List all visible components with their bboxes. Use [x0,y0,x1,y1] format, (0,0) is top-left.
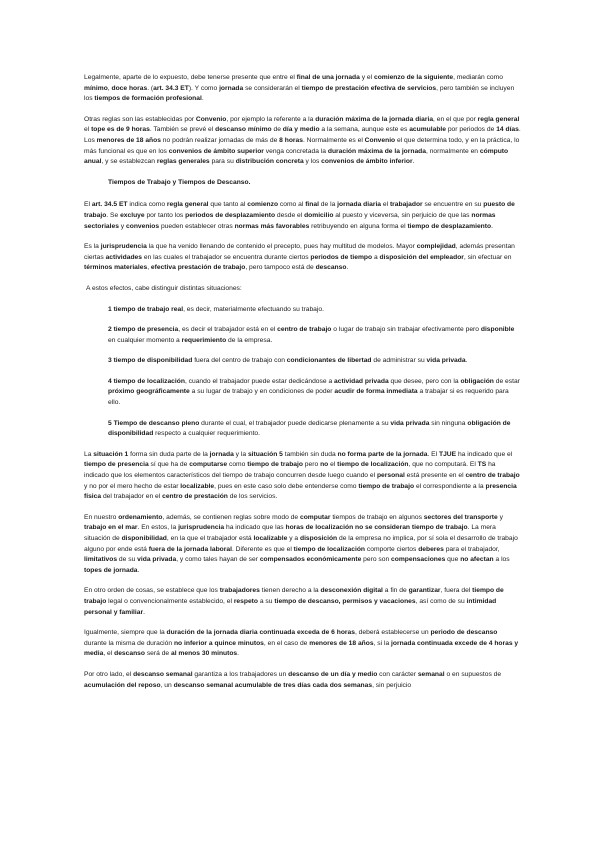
bold-text: computar [299,513,331,521]
bold-text: descanso semanal acumulable de tres días cada dos semanas [173,681,373,689]
body-paragraph [84,586,521,618]
text-run: , en el que por [433,115,478,123]
bold-text: reglas generales [156,158,210,166]
text-run: ha indicado que las [224,524,286,532]
text-run: . Los [84,126,521,144]
text-run: y el [359,74,374,81]
text-run: al puesto y viceversa, sin perjuicio de que las [333,211,472,219]
bold-text: art. 34.3 ET [153,84,189,92]
bold-text: jurisprudencia [178,524,225,532]
text-run: para el trabajador, [443,545,500,553]
bold-text: vida privada [137,556,177,564]
body-paragraph [84,450,521,503]
bold-text: compensados económicamente [259,556,362,564]
text-run: . ( [147,84,154,92]
bold-text: limitativos [84,556,118,564]
text-run: . [412,158,415,166]
bold-text: presencia física [84,482,517,501]
text-run: , así como de su [415,597,467,605]
body-paragraph [84,628,521,660]
bold-text: descanso semanal [133,670,193,678]
text-run: , sin efectuar en [463,253,512,261]
bold-text: garantizar [408,587,441,595]
bold-text: trabajo en el mar [84,524,138,532]
text-run: de la empresa no implica, por sí sola el desarrollo de trabajo alguno por ende está [84,535,518,553]
bold-text: centro de trabajo [277,326,332,334]
bold-text: semanal [417,670,445,678]
bold-text: trabajador [389,201,423,209]
text-run: , sin perjuicio [372,681,412,689]
text-run: a fin de [382,587,409,595]
bold-text: disponible [480,326,515,334]
text-run: de la empresa. [226,336,273,344]
text-run: de administrar su [371,357,427,365]
bold-text: final de una jornada [296,74,360,81]
text-run: retribuyendo en alguna forma el [309,222,408,230]
bold-text: duración de la jornada diaria continuada exceda de 6 horas [166,629,355,637]
bold-text: puesto de trabajo [84,201,515,219]
text-run: a su lugar de trabajo y en condiciones de poder [189,388,335,396]
bold-text: doce horas [111,84,148,92]
bold-text: respeto [233,597,258,605]
text-run: también sin duda [282,450,338,458]
text-run: y [118,222,127,230]
text-run: . [491,222,493,230]
text-run: . El [427,450,439,458]
bold-text: horas de localización no se consideran tiempo de trabajo [285,524,468,532]
text-run: el que determina todo, y en la práctica, lo más funcional es que en los [84,136,520,155]
text-run: a su [258,597,275,605]
bold-text: periodos de tiempo [310,253,373,261]
text-run: a trabajar si es requerido para ello. [108,388,509,407]
list-item [108,356,521,367]
bold-text: tiempo de presencia [84,461,149,469]
bold-text: 2 tiempo de presencia [108,326,179,334]
text-run: ha indicado que los elementos característicos del tiempo de trabajo concurren desde luego cuando el [84,461,496,480]
text-run: a [372,253,380,261]
bold-text: convenios de ámbito inferior [321,158,413,166]
bold-text: obligación [460,377,494,385]
bold-text: convenios [126,222,160,230]
text-run: La [84,450,94,458]
bold-text: normas sectoriales [84,211,496,230]
text-run: que [445,556,461,564]
text-run: , y como tales hayan de ser [176,556,260,564]
text-run: pero son [361,556,392,564]
bold-text: regla general [166,201,209,209]
bold-text: disposición del empleador [379,253,464,261]
bold-text: jurisprudencia [100,243,147,251]
bold-text: TJUE [439,450,457,458]
bold-text: domicilio [304,211,334,219]
body-paragraph [84,115,521,168]
bold-text: al menos 30 minutos [171,650,238,658]
text-run: Por otro lado, el [84,670,134,678]
text-run: , [147,264,151,272]
bold-text: día y medio [282,126,320,134]
bold-text: 8 horas [279,136,303,144]
bold-text: no forma parte de la jornada [337,450,428,458]
bold-text: descanso de un día y medio [288,670,378,678]
bold-text: tiempo de localización [337,461,409,469]
bold-text: vida privada [426,357,466,365]
bold-text: actividades [105,253,142,261]
bold-text: topes de jornada [84,566,138,574]
list-item [108,325,521,346]
bold-text: acudir de forma inmediata [334,388,418,396]
text-run: , en el caso de [263,639,310,647]
text-run: pero [302,461,321,469]
text-run: desde el [275,211,305,219]
text-run: , es decir, materialmente efectuando su trabajo. [183,305,324,313]
body-paragraph [84,200,521,232]
bold-text: disposición [299,535,338,542]
bold-text: menores de 18 años [309,639,374,647]
bold-text: jornada continuada excede de 4 horas y media [84,639,519,658]
text-run: por periodos de [445,126,497,134]
bold-text: tiempo de prestación efectiva de servicios [301,84,437,92]
bold-text: mínimo [84,84,108,92]
text-run: o en supuestos de [444,670,502,678]
bold-text: 3 tiempo de disponibilidad [108,357,193,365]
bold-text: localizable [253,535,288,542]
text-run: tienen derecho a la [259,587,321,595]
text-run: , deberá establecerse un [354,629,431,637]
bold-text: ordenamiento [118,513,163,521]
bold-text: final [305,201,319,209]
text-run: y los [303,158,322,166]
text-run: , fuera del [440,587,473,595]
bold-text: actividad privada [334,377,389,385]
text-run: en cualquier momento a [108,336,182,344]
text-run: y a [287,535,300,542]
bold-text: trabajadores [219,587,260,595]
bold-text: términos materiales [84,264,148,272]
bold-text: tiempo de trabajo [247,461,303,469]
text-run: El [84,201,92,209]
bold-text: 14 días [496,126,519,134]
bold-text: 1 tiempo de trabajo real [108,305,184,313]
bold-text: jornada [219,84,244,92]
text-run: para su [209,158,236,166]
bold-text: situación 5 [247,450,283,458]
text-run: , en la que el trabajador está [166,535,254,542]
text-run: . [137,566,140,574]
bold-text: disponibilidad [121,535,167,542]
bold-text: localizable [180,482,215,490]
text-run: Otras reglas son las establecidas por [84,115,196,123]
text-run: , si la [373,639,392,647]
body-paragraph [86,284,521,295]
bold-text: normas más favorables [234,222,310,230]
text-run: Legalmente, aparte de lo expuesto, debe tenerse presente que entre el [84,74,297,81]
bold-text: duración máxima de la jornada [327,147,426,155]
text-run: que tanto al [208,201,248,209]
text-run: , mediarán como [453,74,503,81]
text-run: . [346,264,349,272]
text-run: , el [103,650,115,658]
bold-text: vida privada [390,419,430,427]
text-run: , pues en este caso solo debe entenderse como [214,482,359,490]
bold-text: convenios de ámbito superior [168,147,264,155]
text-run: forma sin duda parte de la [128,450,210,458]
section-heading [108,178,521,189]
text-run: de [271,126,283,134]
text-run: comporte ciertos [365,545,419,553]
bold-text: 4 tiempo de localización [108,377,185,385]
bold-text: Tiempos de Trabajo y Tiempos de Descanso. [108,178,251,186]
bold-text: descanso [114,650,145,658]
bold-text: periodos de desplazamiento [185,211,276,219]
text-run: . Diferente es que el [231,545,294,553]
text-run: , un [160,681,174,689]
bold-text: desconexión digital [320,587,383,595]
bold-text: compensaciones [391,556,446,564]
text-run: , que no computará. El [408,461,478,469]
text-run: de su [117,556,138,564]
text-run: , es decir el trabajador está en el [178,326,278,334]
bold-text: tiempos de formación profesional [94,95,202,103]
bold-text: tiempo de desplazamiento [407,222,492,230]
text-run: de la [318,201,338,209]
text-run: , y se establezcan [101,158,157,166]
bold-text: no inferior a quince minutos [173,639,264,647]
text-run: será de [144,650,171,658]
text-run: a los [493,556,510,564]
text-run: , además presentan ciertas [84,243,515,261]
bold-text: duración máxima de la jornada diaria [315,115,434,123]
body-paragraph [84,242,521,274]
bold-text: tiempo de localización [293,545,366,553]
bold-text: descanso [315,264,347,272]
bold-text: art. 34.5 ET [91,201,128,209]
bold-text: comienzo [247,201,279,209]
bold-text: Convenio [195,115,227,123]
bold-text: centro de prestación [162,493,228,501]
bold-text: TS [477,461,487,469]
text-run: . En estos, la [137,524,179,532]
text-run: , [107,84,112,92]
text-run: pueden establecer otras [159,222,235,230]
text-run: o lugar de trabajo sin trabajar efectivamente pero [331,326,481,334]
text-run: indica como [127,201,167,209]
text-run: , normalmente en [425,147,480,155]
text-run: con carácter [377,670,418,678]
list-item [108,305,521,316]
text-run: de estar [493,377,520,385]
bold-text: Convenio [364,136,396,144]
bold-text: acumulación del reposo [84,681,161,689]
text-run: venga concretada la [263,147,328,155]
bold-text: excluye [120,211,145,219]
text-run: . [237,650,240,658]
text-run: en las cuales el trabajador se encuentra durante ciertos [142,253,311,261]
text-run: Es la [84,243,101,251]
bold-text: comienzo de la siguiente [373,74,454,81]
bold-text: fuera de la jornada laboral [148,545,232,553]
bold-text: próximo geográficamente [108,388,190,396]
bold-text: regla general [477,115,520,123]
text-run: durante el cual, el trabajador puede dedicarse plenamente a su [199,419,391,427]
text-run: y [497,513,503,521]
bold-text: jornada diaria [337,201,382,209]
list-item [108,377,521,409]
text-run: . [465,357,468,365]
text-run: durante la misma de duración [84,639,174,647]
bold-text: 5 Tiempo de descanso pleno [108,419,200,427]
bold-text: complejidad [416,243,456,251]
text-run: el [84,126,92,134]
bold-text: distribución concreta [235,158,304,166]
bold-text: tope es de 9 horas [91,126,150,134]
body-paragraph [84,513,521,577]
text-run: , pero también se incluyen los [84,84,515,103]
bold-text: descanso mínimo [215,126,272,134]
text-run: que desee, pero con la [388,377,461,385]
list-item [108,419,521,440]
text-run: y la [233,450,248,458]
text-run: a la semana, aunque este es [319,126,410,134]
text-run: respecto a cualquier requerimiento. [153,430,261,438]
bold-text: jornada [209,450,234,458]
text-run: del trabajador en el [101,493,163,501]
bold-text: intimidad personal y familiar [84,597,497,616]
text-run: ha indicado que el [456,450,513,458]
text-run: por tanto los [144,211,186,219]
text-run: el [381,201,390,209]
bold-text: deberes [418,545,444,553]
bold-text: personal [376,472,405,480]
bold-text: tiempo de trabajo [84,587,504,605]
text-run: , además, se contienen reglas sobre modo de [162,513,300,521]
text-run: legal o convencionalmente establecido, el [106,597,234,605]
bold-text: efectiva prestación de trabajo [150,264,246,272]
body-paragraph [84,73,521,105]
bold-text: no afectan [460,556,494,564]
bold-text: tiempo de descanso, permisos y vacaciones [274,597,416,605]
body-paragraph [84,670,521,691]
bold-text: menores de 18 años [96,136,161,144]
text-run: se encuentre en su [422,201,484,209]
text-run: y no por el mero hecho de estar [84,482,181,490]
bold-text: cómputo anual [84,147,509,166]
text-run: , pero tampoco está de [245,264,316,272]
text-run: garantiza a los trabajadores un [192,670,289,678]
text-run: . También se prevé el [149,126,216,134]
text-run: , cuando el trabajador puede estar dedicándose a [184,377,335,385]
text-run: como [227,461,248,469]
bold-text: situación 1 [93,450,129,458]
text-run: . Se [106,211,121,219]
text-run: el [328,461,338,469]
text-run: fuera del centro de trabajo con [192,357,287,365]
bold-text: periodo de descanso [430,629,498,637]
text-run: como al [278,201,306,209]
text-run: sí que ha de [148,461,190,469]
bold-text: obligación de disponibilidad [108,419,511,438]
text-run: ). Y como [188,84,220,92]
text-run: el correspondiente a la [414,482,486,490]
text-run: . [201,95,204,103]
bold-text: centro de trabajo [465,472,520,480]
text-run: , por ejemplo la referente a la [226,115,316,123]
text-run: la que ha venido llenando de contenido el precepto, pues hay multitud de modelos. Mayor [146,243,417,251]
bold-text: no [320,461,329,469]
text-run: no podrán realizar jornadas de más de [160,136,280,144]
bold-text: acumulable [409,126,446,134]
text-run: A estos efectos, cabe distinguir distintas situaciones: [86,284,242,292]
text-run: de los servicios. [227,493,278,501]
text-run: se considerarán el [243,84,302,92]
text-run: . [143,608,145,616]
bold-text: condicionantes de libertad [286,357,372,365]
text-run: Igualmente, siempre que la [84,629,167,637]
bold-text: requerimiento [181,336,227,344]
text-run: está presente en el [404,472,466,480]
bold-text: tiempo de trabajo [358,482,415,490]
bold-text: computarse [189,461,228,469]
text-run: sin ninguna [429,419,468,427]
text-run: En otro orden de cosas, se establece que los [84,587,220,595]
bold-text: sectores del transporte [423,513,498,521]
text-run: tiempos de trabajo en algunos [330,513,424,521]
text-run: . La mera situación de [84,524,496,542]
text-run: . Normalmente es el [302,136,365,144]
text-run: En nuestro [84,513,119,521]
